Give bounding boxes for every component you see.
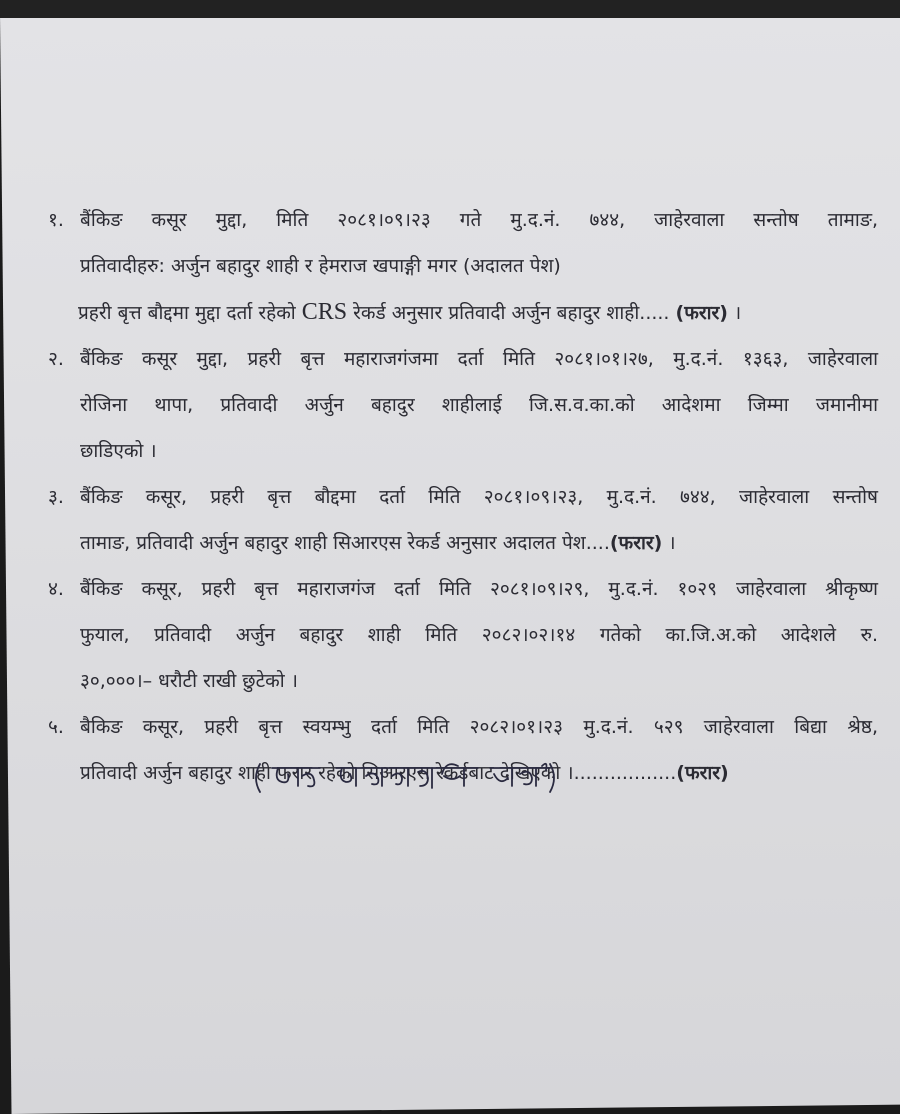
item-line: प्रतिवादीहरु: अर्जुन बहादुर शाही र हेमराज खपाङ्गी मगर (अदालत पेश) bbox=[80, 255, 561, 277]
item-text: प्रहरी बृत्त बौद्दमा मुद्दा दर्ता रहेको bbox=[78, 302, 302, 324]
item-line: बैंकिङ कसूर, प्रहरी बृत्त महाराजगंज दर्ता मिति २०८१।०९।२९, मु.द.नं. १०२९ जाहेरवाला श्रीकृष्ण bbox=[80, 578, 878, 600]
document-body bbox=[48, 206, 878, 805]
item-number: ४. bbox=[48, 578, 64, 600]
item-line bbox=[80, 529, 878, 557]
handwritten-note bbox=[250, 756, 560, 796]
item-text: रेकर्ड अनुसार प्रतिवादी अर्जुन बहादुर शाही..... bbox=[347, 302, 676, 324]
item-line: बैकिङ कसूर, प्रहरी बृत्त स्वयम्भु दर्ता मिति २०८२।०१।२३ मु.द.नं. ५२९ जाहेरवाला बिद्या श्रेष्ठ, bbox=[80, 716, 878, 738]
status-absconding: (फरार) bbox=[676, 762, 729, 784]
crs-text: CRS bbox=[301, 299, 348, 325]
list-item bbox=[48, 575, 878, 713]
item-number: १. bbox=[48, 209, 64, 231]
list-item bbox=[48, 345, 878, 483]
item-line bbox=[78, 298, 878, 327]
item-line: बैंकिङ कसूर मुद्दा, मिति २०८१।०९।२३ गते मु.द.नं. ७४४, जाहेरवाला सन्तोष तामाङ, bbox=[80, 209, 878, 231]
list-item bbox=[48, 483, 878, 575]
item-line: रोजिना थापा, प्रतिवादी अर्जुन बहादुर शाहीलाई जि.स.व.का.को आदेशमा जिम्मा जमानीमा bbox=[80, 394, 878, 416]
handwritten-note-drawing bbox=[250, 756, 560, 796]
item-text: । bbox=[662, 532, 676, 554]
item-number: २. bbox=[48, 348, 64, 370]
item-line: छाडिएको । bbox=[80, 440, 157, 462]
photo-edge bbox=[0, 0, 900, 18]
item-line: फुयाल, प्रतिवादी अर्जुन बहादुर शाही मिति २०८२।०२।१४ गतेको का.जि.अ.को आदेशले रु. bbox=[80, 624, 878, 646]
item-number: ५. bbox=[48, 716, 64, 738]
item-text: । bbox=[728, 302, 742, 324]
item-line: बैंकिङ कसूर मुद्दा, प्रहरी बृत्त महाराजगंजमा दर्ता मिति २०८१।०१।२७, मु.द.नं. १३६३, जाहेरवाला bbox=[80, 348, 878, 370]
list-item bbox=[48, 206, 878, 345]
item-text: प्रतिवादी अर्जुन बहादुर शाही फरार रहेको सिआरएस रेकर्डबाट देखिएको ।................. bbox=[80, 762, 677, 784]
status-absconding: (फरार) bbox=[609, 532, 663, 554]
item-number: ३. bbox=[48, 486, 64, 508]
item-text: तामाङ, प्रतिवादी अर्जुन बहादुर शाही सिआरएस रेकर्ड अनुसार अदालत पेश.... bbox=[80, 532, 610, 554]
status-absconding: (फरार) bbox=[675, 302, 728, 324]
item-line: बैंकिङ कसूर, प्रहरी बृत्त बौद्दमा दर्ता मिति २०८१।०९।२३, मु.द.नं. ७४४, जाहेरवाला सन्तोष bbox=[80, 486, 878, 508]
item-line: ३०,०००।– धरौटी राखी छुटेको । bbox=[80, 670, 298, 692]
